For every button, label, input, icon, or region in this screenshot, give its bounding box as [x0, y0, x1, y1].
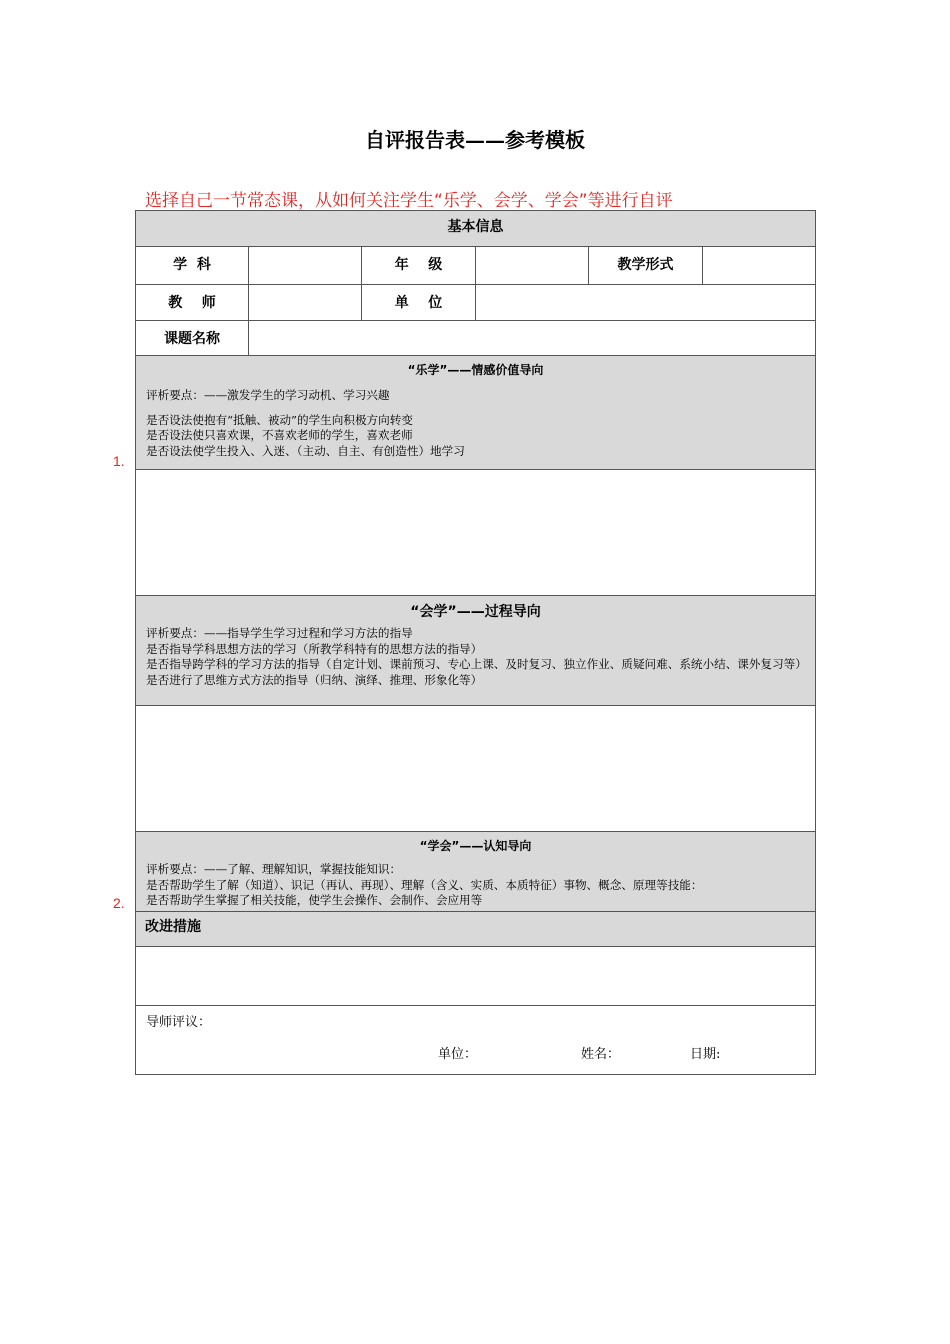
huixue-line: 是否进行了思维方式方法的指导（归纳、演绎、推理、形象化等）	[146, 672, 483, 687]
lexue-section	[136, 356, 816, 470]
teacher-label: 教 师	[136, 285, 249, 321]
unit-label: 单 位	[362, 285, 476, 321]
teacher-field[interactable]	[249, 285, 362, 321]
xuehui-line: 评析要点：——了解、理解知识，掌握技能知识：	[146, 862, 402, 876]
mentor-comment-label: 导师评议：	[146, 1015, 212, 1030]
grade-label: 年 级	[362, 247, 476, 285]
topic-field[interactable]	[249, 321, 816, 356]
lexue-line: 评析要点：——激发学生的学习动机、学习兴趣	[146, 388, 390, 402]
teaching-form-label: 教学形式	[589, 247, 703, 285]
huixue-response-field[interactable]	[136, 706, 816, 832]
mentor-unit-label: 单位：	[438, 1047, 478, 1062]
topic-label: 课题名称	[136, 321, 249, 356]
huixue-line: 评析要点：——指导学生学习过程和学习方法的指导	[146, 626, 413, 640]
huixue-section	[136, 596, 816, 706]
page-title: 自评报告表——参考模板	[365, 128, 585, 152]
subject-field[interactable]	[249, 247, 362, 285]
lexue-line: 是否设法使抱有“抵触、被动”的学生向积极方向转变	[146, 412, 413, 427]
improvement-label: 改进措施	[136, 912, 816, 947]
mentor-date-label: 日期:	[690, 1047, 721, 1062]
marker-1: 1.	[113, 453, 125, 469]
unit-field[interactable]	[476, 285, 816, 321]
subject-label: 学 科	[136, 247, 249, 285]
lexue-response-field[interactable]	[136, 470, 816, 596]
huixue-line: 是否指导学科思想方法的学习（所教学科特有的思想方法的指导）	[146, 641, 483, 656]
mentor-comment-section[interactable]	[136, 1006, 816, 1075]
basic-info-header: 基本信息	[136, 211, 816, 247]
mentor-name-label: 姓名：	[581, 1047, 621, 1062]
xuehui-section	[136, 832, 816, 912]
improvement-field[interactable]	[136, 947, 816, 1006]
teaching-form-field[interactable]	[703, 247, 816, 285]
grade-field[interactable]	[476, 247, 589, 285]
xuehui-line: 是否帮助学生了解（知道）、识记（再认、再现）、理解（含义、实质、本质特征）事物、概念、原理等技能：	[146, 877, 703, 892]
marker-2: 2.	[113, 895, 125, 911]
xuehui-line: 是否帮助学生掌握了相关技能，使学生会操作、会制作、会应用等	[146, 893, 483, 907]
lexue-line: 是否设法使只喜欢课，不喜欢老师的学生，喜欢老师	[146, 428, 413, 442]
lexue-title: “乐学”——情感价值导向	[407, 363, 544, 377]
huixue-line: 是否指导跨学科的学习方法的指导（自定计划、课前预习、专心上课、及时复习、独立作业、质疑问难、系统小结、课外复习等）	[146, 657, 807, 671]
instruction-subtitle: 选择自己一节常态课，从如何关注学生“乐学、会学、学会”等进行自评	[145, 191, 673, 211]
xuehui-title: “学会”——认知导向	[419, 839, 532, 853]
self-evaluation-table	[135, 210, 816, 1075]
huixue-title: “会学”——过程导向	[410, 604, 541, 620]
lexue-line: 是否设法使学生投入、入迷、（主动、自主、有创造性）地学习	[146, 443, 465, 458]
